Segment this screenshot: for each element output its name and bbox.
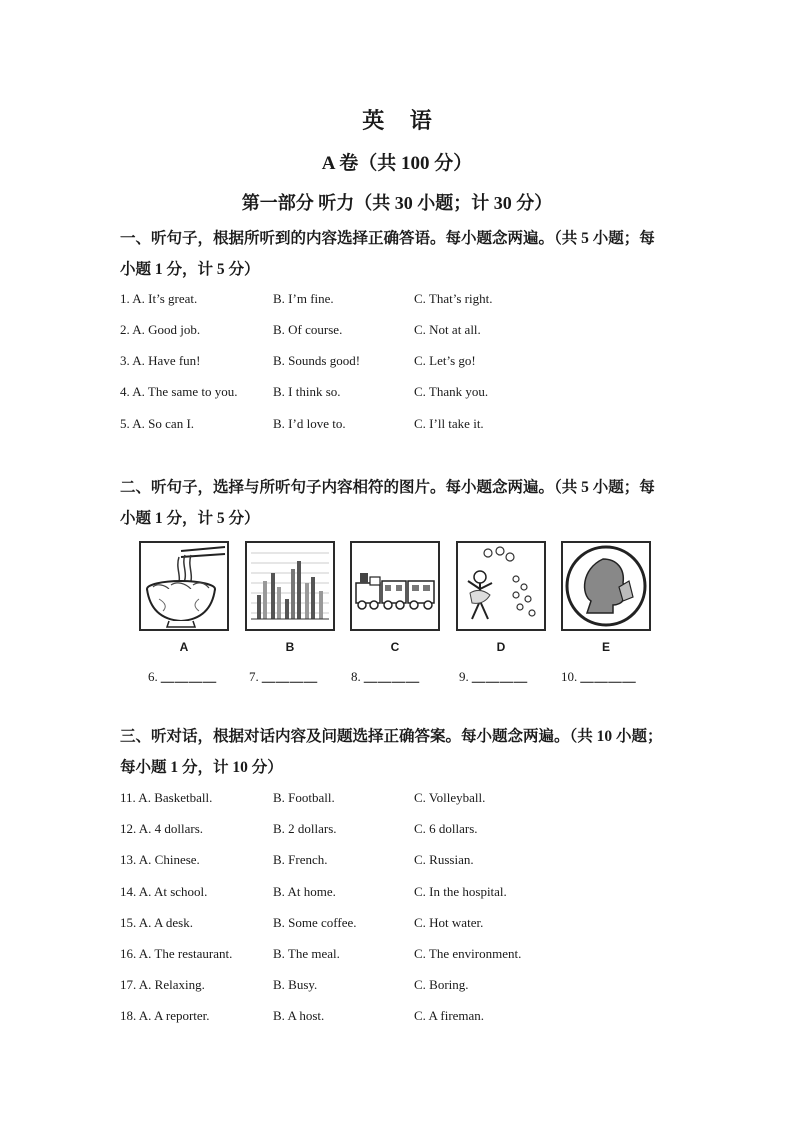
option-13a[interactable]: 13. A. Chinese. [120,852,200,867]
question-row-2 [120,322,680,342]
answer-blank-9[interactable] [459,666,528,685]
option-3b[interactable]: B. Sounds good! [273,353,361,368]
question-row-5 [120,416,680,436]
blank-number-10: 10. [561,669,578,684]
picture-label-d: D [496,640,506,654]
picture-b[interactable] [245,541,335,631]
option-1c[interactable]: C. That’s right. [414,291,493,306]
bar-chart-icon [247,543,333,629]
juggler-icon [458,543,544,629]
blank-line-8[interactable]: ＿＿＿＿ [364,669,421,684]
question-row-13 [120,852,680,872]
option-1a[interactable]: 1. A. It’s great. [120,291,198,306]
blank-number-7: 7. [249,669,259,684]
option-15c[interactable]: C. Hot water. [414,915,484,930]
option-17c[interactable]: C. Boring. [414,977,469,992]
blank-line-6[interactable]: ＿＿＿＿ [161,669,218,684]
section1-instruction-line1: 一、听句子，根据所听到的内容选择正确答语。每小题念两遍。（共 5 小题；每 [120,230,655,247]
question-row-14 [120,884,680,904]
option-16c[interactable]: C. The environment. [414,946,522,961]
option-17b[interactable]: B. Busy. [273,977,318,992]
option-4b[interactable]: B. I think so. [273,384,341,399]
option-3a[interactable]: 3. A. Have fun! [120,353,201,368]
option-12b[interactable]: B. 2 dollars. [273,821,337,836]
section1-instruction [120,223,685,285]
option-16a[interactable]: 16. A. The restaurant. [120,946,233,961]
option-14c[interactable]: C. In the hospital. [414,884,507,899]
blank-line-9[interactable]: ＿＿＿＿ [472,669,529,684]
option-1b[interactable]: B. I’m fine. [273,291,334,306]
option-2b[interactable]: B. Of course. [273,322,343,337]
option-16b[interactable]: B. The meal. [273,946,340,961]
option-5a[interactable]: 5. A. So can I. [120,416,195,431]
blank-line-10[interactable]: ＿＿＿＿ [580,669,637,684]
page-title: 英 语 [362,108,442,133]
option-13b[interactable]: B. French. [273,852,328,867]
noodle-bowl-icon [141,543,227,629]
question-row-17 [120,977,680,997]
blank-number-6: 6. [148,669,158,684]
option-3c[interactable]: C. Let’s go! [414,353,476,368]
option-11b[interactable]: B. Football. [273,790,335,805]
question-row-15 [120,915,680,935]
option-15b[interactable]: B. Some coffee. [273,915,357,930]
picture-c[interactable] [350,541,440,631]
option-18a[interactable]: 18. A. A reporter. [120,1008,210,1023]
picture-label-e: E [601,640,610,654]
option-17a[interactable]: 17. A. Relaxing. [120,977,205,992]
picture-e[interactable] [561,541,651,631]
picture-a[interactable] [139,541,229,631]
answer-blank-6[interactable] [148,666,217,685]
option-11a[interactable]: 11. A. Basketball. [120,790,213,805]
section3-instruction-line2: 每小题 1 分，计 10 分） [120,759,283,776]
picture-label-a: A [179,640,189,654]
option-14b[interactable]: B. At home. [273,884,336,899]
question-row-16 [120,946,680,966]
answer-blank-7[interactable] [249,666,318,685]
option-12a[interactable]: 12. A. 4 dollars. [120,821,204,836]
section3-instruction-line1: 三、听对话，根据对话内容及问题选择正确答案。每小题念两遍。（共 10 小题； [120,728,663,745]
option-5b[interactable]: B. I’d love to. [273,416,346,431]
question-row-12 [120,821,680,841]
option-13c[interactable]: C. Russian. [414,852,474,867]
option-18b[interactable]: B. A host. [273,1008,325,1023]
question-row-18 [120,1008,680,1028]
question-row-1 [120,291,680,311]
part-title: 第一部分 听力（共 30 小题；计 30 分） [241,193,553,213]
toy-train-icon [352,543,438,629]
option-12c[interactable]: C. 6 dollars. [414,821,478,836]
picture-label-c: C [390,640,400,654]
option-5c[interactable]: C. I’ll take it. [414,416,484,431]
blank-number-9: 9. [459,669,469,684]
option-15a[interactable]: 15. A. A desk. [120,915,193,930]
blank-line-7[interactable]: ＿＿＿＿ [262,669,319,684]
option-18c[interactable]: C. A fireman. [414,1008,485,1023]
question-row-4 [120,384,680,404]
volume-title: A 卷（共 100 分） [321,153,473,174]
option-2c[interactable]: C. Not at all. [414,322,481,337]
question-row-3 [120,353,680,373]
option-4c[interactable]: C. Thank you. [414,384,489,399]
section3-instruction [120,721,685,783]
section2-instruction-line2: 小题 1 分，计 5 分） [120,510,260,527]
blank-number-8: 8. [351,669,361,684]
question-row-11 [120,790,680,810]
option-2a[interactable]: 2. A. Good job. [120,322,201,337]
option-14a[interactable]: 14. A. At school. [120,884,208,899]
answer-blank-10[interactable] [561,666,637,685]
section2-instruction-line1: 二、听句子，选择与所听句子内容相符的图片。每小题念两遍。（共 5 小题；每 [120,479,655,496]
answer-blank-8[interactable] [351,666,420,685]
section1-instruction-line2: 小题 1 分，计 5 分） [120,261,260,278]
picture-label-b: B [285,640,295,654]
picture-d[interactable] [456,541,546,631]
thinking-head-icon [563,543,649,629]
section2-instruction [120,472,685,534]
option-4a[interactable]: 4. A. The same to you. [120,384,238,399]
option-11c[interactable]: C. Volleyball. [414,790,486,805]
